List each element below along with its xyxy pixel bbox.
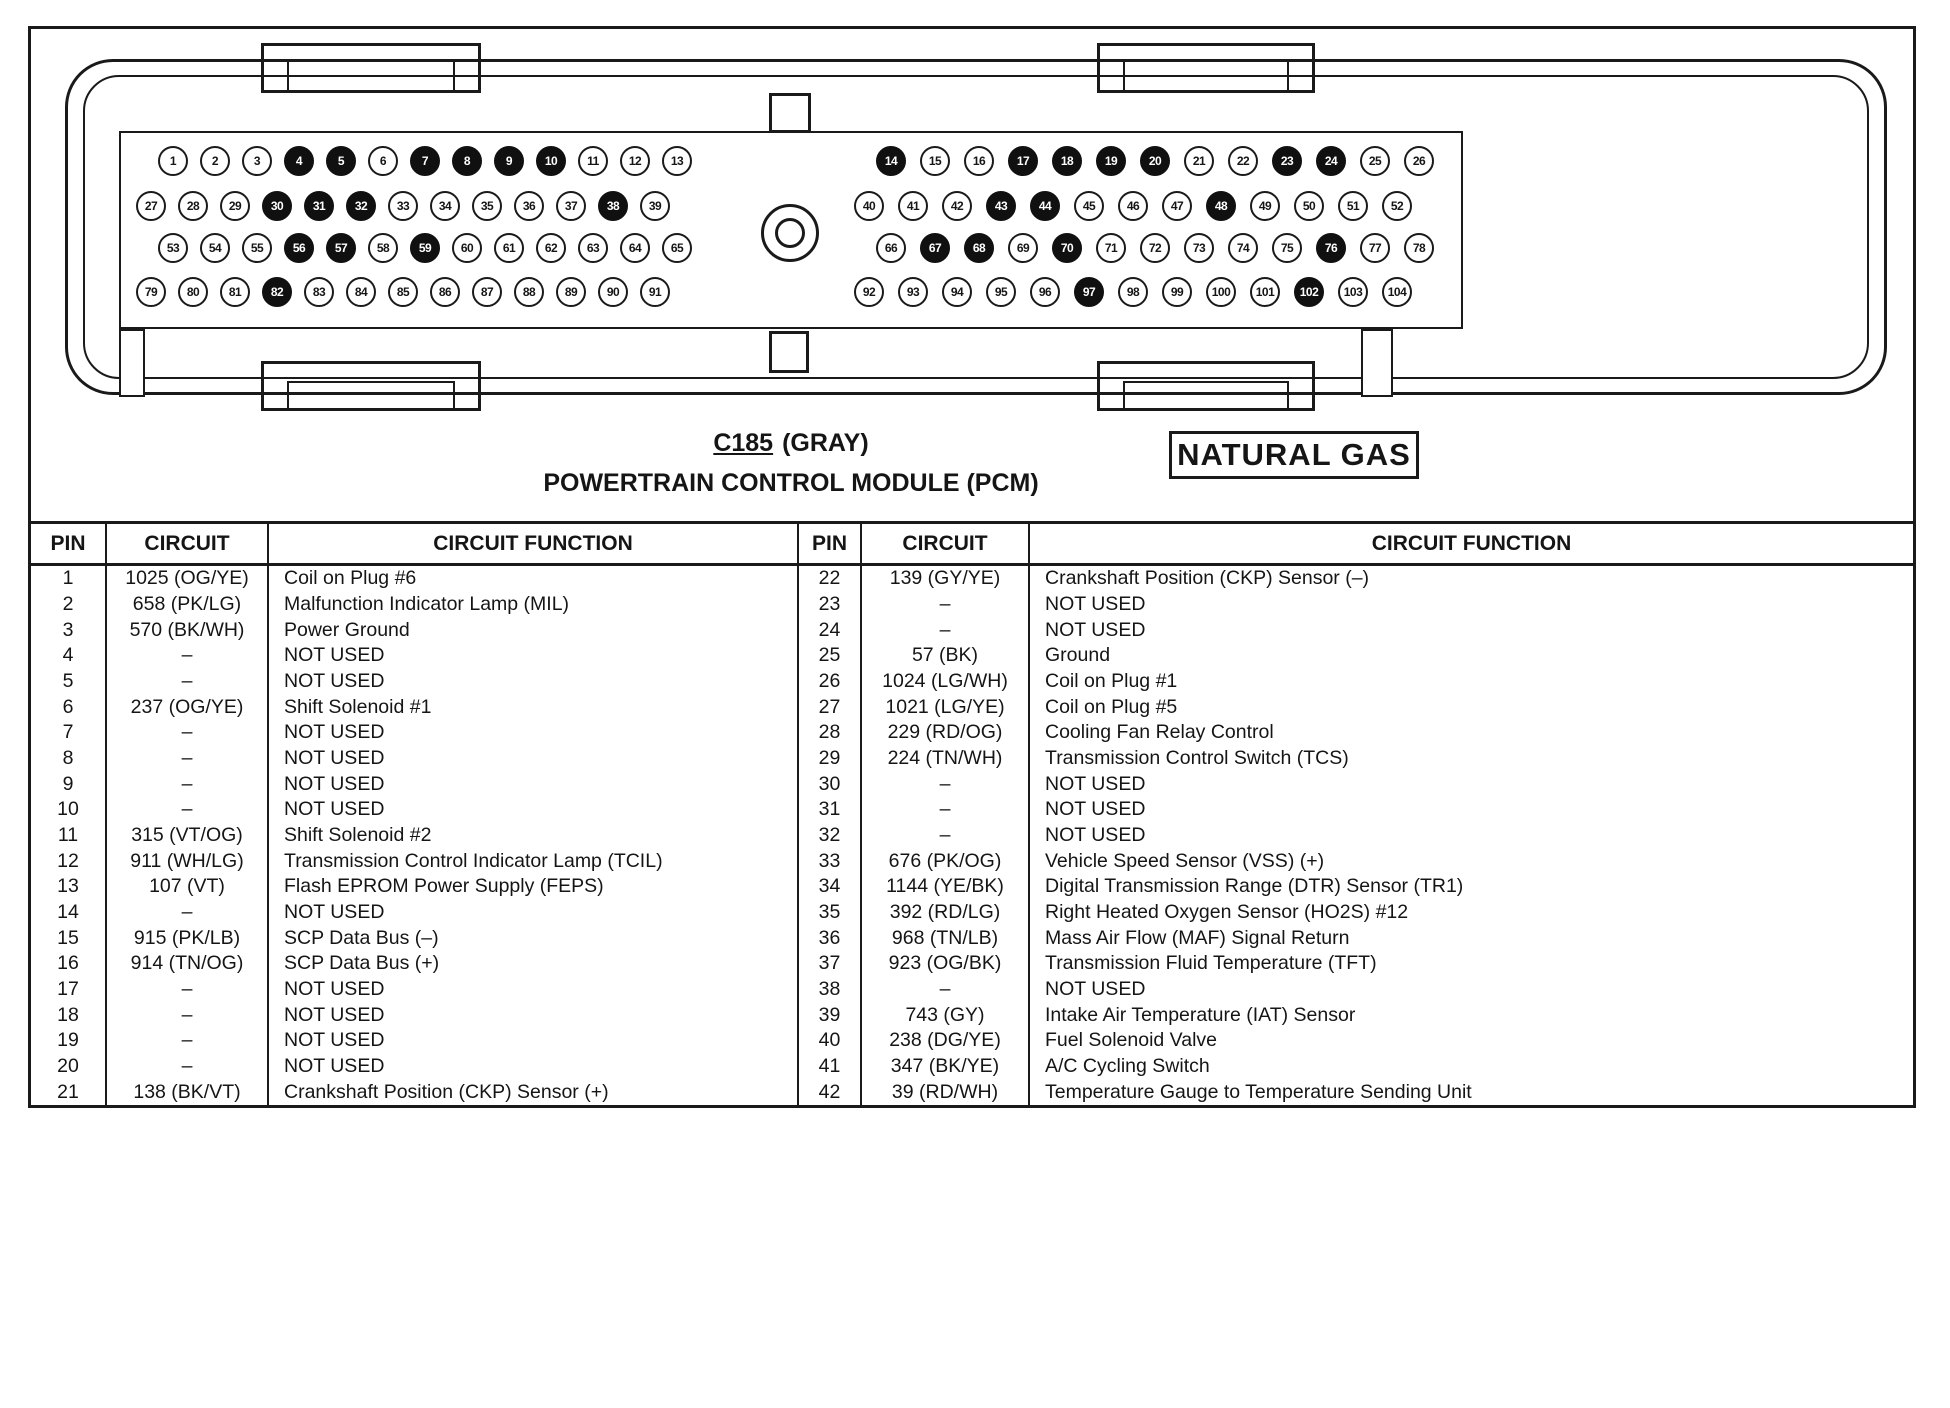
table-cell-pin: 26 — [799, 669, 862, 695]
pin-87: 87 — [472, 277, 502, 307]
pin-92: 92 — [854, 277, 884, 307]
pin-79: 79 — [136, 277, 166, 307]
pin-83: 83 — [304, 277, 334, 307]
pin-7: 7 — [410, 146, 440, 176]
pin-65: 65 — [662, 233, 692, 263]
table-cell-pin: 38 — [799, 977, 862, 1003]
table-cell-circuit: 238 (DG/YE) — [862, 1028, 1030, 1054]
table-cell-pin: 36 — [799, 925, 862, 951]
fuel-type-badge — [1169, 431, 1419, 479]
latch-left — [119, 329, 145, 397]
table-cell-circuit: – — [107, 1054, 269, 1080]
table-cell-pin: 27 — [799, 694, 862, 720]
pin-94: 94 — [942, 277, 972, 307]
pin-41: 41 — [898, 191, 928, 221]
pin-91: 91 — [640, 277, 670, 307]
pin-81: 81 — [220, 277, 250, 307]
pin-67: 67 — [920, 233, 950, 263]
pin-104: 104 — [1382, 277, 1412, 307]
table-cell-function: NOT USED — [269, 977, 799, 1003]
pin-76: 76 — [1316, 233, 1346, 263]
table-cell-circuit: 237 (OG/YE) — [107, 694, 269, 720]
connector-color-text: (GRAY) — [782, 429, 869, 457]
table-cell-circuit: – — [862, 797, 1030, 823]
pin-96: 96 — [1030, 277, 1060, 307]
pin-62: 62 — [536, 233, 566, 263]
pin-49: 49 — [1250, 191, 1280, 221]
table-cell-function: NOT USED — [1045, 798, 1146, 821]
pin-34: 34 — [430, 191, 460, 221]
pin-4: 4 — [284, 146, 314, 176]
table-cell-function: NOT USED — [269, 1028, 799, 1054]
pin-72: 72 — [1140, 233, 1170, 263]
table-cell-circuit: – — [107, 1002, 269, 1028]
mounting-tab-top-left-inner — [287, 59, 455, 93]
table-cell-circuit: 138 (BK/VT) — [107, 1079, 269, 1105]
table-cell-function: NOT USED — [269, 1002, 799, 1028]
pin-45: 45 — [1074, 191, 1104, 221]
table-cell-circuit: – — [107, 720, 269, 746]
pin-17: 17 — [1008, 146, 1038, 176]
table-cell-circuit: 392 (RD/LG) — [862, 900, 1030, 926]
table-cell-circuit: – — [862, 617, 1030, 643]
table-cell-function: Malfunction Indicator Lamp (MIL) — [269, 592, 799, 618]
pin-27: 27 — [136, 191, 166, 221]
table-cell-circuit: – — [107, 771, 269, 797]
table-cell-function: NOT USED — [269, 669, 799, 695]
table-cell-pin: 14 — [31, 900, 107, 926]
table-cell-pin: 40 — [799, 1028, 862, 1054]
table-cell-circuit: – — [107, 643, 269, 669]
mounting-tab-bottom-right-inner — [1123, 381, 1289, 411]
pin-57: 57 — [326, 233, 356, 263]
table-cell-function: NOT USED — [269, 1054, 799, 1080]
pin-5: 5 — [326, 146, 356, 176]
table-cell-pin: 32 — [799, 823, 862, 849]
pin-75: 75 — [1272, 233, 1302, 263]
alignment-notch-top — [769, 93, 811, 133]
table-cell-pin: 31 — [799, 797, 862, 823]
pin-73: 73 — [1184, 233, 1214, 263]
pin-66: 66 — [876, 233, 906, 263]
pin-1: 1 — [158, 146, 188, 176]
table-cell-function: Temperature Gauge to Temperature Sending Unit — [1045, 1080, 1472, 1103]
pin-43: 43 — [986, 191, 1016, 221]
table-cell-function: Coil on Plug #5 — [1045, 695, 1178, 718]
table-cell-pin: 19 — [31, 1028, 107, 1054]
table-cell-function: Shift Solenoid #2 — [269, 823, 799, 849]
pin-59: 59 — [410, 233, 440, 263]
table-cell-function: SCP Data Bus (–) — [269, 925, 799, 951]
table-cell-pin: 18 — [31, 1002, 107, 1028]
pin-16: 16 — [964, 146, 994, 176]
pin-52: 52 — [1382, 191, 1412, 221]
pin-25: 25 — [1360, 146, 1390, 176]
table-cell-circuit: 107 (VT) — [107, 874, 269, 900]
pin-53: 53 — [158, 233, 188, 263]
table-cell-function: Crankshaft Position (CKP) Sensor (–) — [1045, 567, 1370, 590]
pin-44: 44 — [1030, 191, 1060, 221]
table-cell-pin: 42 — [799, 1079, 862, 1105]
table-cell-circuit: 224 (TN/WH) — [862, 746, 1030, 772]
pin-8: 8 — [452, 146, 482, 176]
pin-47: 47 — [1162, 191, 1192, 221]
pin-88: 88 — [514, 277, 544, 307]
table-cell-circuit: – — [862, 823, 1030, 849]
pin-64: 64 — [620, 233, 650, 263]
pin-11: 11 — [578, 146, 608, 176]
table-cell-function: NOT USED — [269, 746, 799, 772]
table-cell-circuit: 1144 (YE/BK) — [862, 874, 1030, 900]
pin-10: 10 — [536, 146, 566, 176]
table-cell-pin: 2 — [31, 592, 107, 618]
pin-90: 90 — [598, 277, 628, 307]
table-cell-pin: 9 — [31, 771, 107, 797]
pin-85: 85 — [388, 277, 418, 307]
table-cell-circuit: 229 (RD/OG) — [862, 720, 1030, 746]
pin-9: 9 — [494, 146, 524, 176]
pin-58: 58 — [368, 233, 398, 263]
table-cell-pin: 41 — [799, 1054, 862, 1080]
table-cell-function: NOT USED — [1045, 592, 1146, 615]
table-cell-function: NOT USED — [1045, 618, 1146, 641]
pin-68: 68 — [964, 233, 994, 263]
mounting-tab-bottom-left-inner — [287, 381, 455, 411]
pin-32: 32 — [346, 191, 376, 221]
table-cell-circuit: 915 (PK/LB) — [107, 925, 269, 951]
pin-86: 86 — [430, 277, 460, 307]
table-cell-pin: 5 — [31, 669, 107, 695]
pin-84: 84 — [346, 277, 376, 307]
table-cell-pin: 39 — [799, 1002, 862, 1028]
pin-37: 37 — [556, 191, 586, 221]
pin-29: 29 — [220, 191, 250, 221]
pin-20: 20 — [1140, 146, 1170, 176]
latch-right — [1361, 329, 1393, 397]
table-cell-pin: 33 — [799, 848, 862, 874]
pin-30: 30 — [262, 191, 292, 221]
pinout-table — [31, 521, 1913, 1105]
document-frame — [28, 26, 1916, 1108]
table-cell-pin: 16 — [31, 951, 107, 977]
table-cell-pin: 6 — [31, 694, 107, 720]
pin-15: 15 — [920, 146, 950, 176]
table-cell-circuit: 570 (BK/WH) — [107, 617, 269, 643]
pin-102: 102 — [1294, 277, 1324, 307]
pin-50: 50 — [1294, 191, 1324, 221]
pin-6: 6 — [368, 146, 398, 176]
table-cell-pin: 35 — [799, 900, 862, 926]
table-header-function-right: CIRCUIT FUNCTION — [1030, 524, 1913, 566]
table-cell-pin: 28 — [799, 720, 862, 746]
table-cell-function: NOT USED — [269, 900, 799, 926]
table-cell-circuit: 743 (GY) — [862, 1002, 1030, 1028]
pin-14: 14 — [876, 146, 906, 176]
mounting-tab-top-right-inner — [1123, 59, 1289, 93]
table-cell-function: Ground — [1045, 644, 1111, 667]
table-cell-pin: 12 — [31, 848, 107, 874]
pin-95: 95 — [986, 277, 1016, 307]
table-cell-function: Digital Transmission Range (DTR) Sensor (TR1) — [1045, 875, 1464, 898]
table-cell-function: Crankshaft Position (CKP) Sensor (+) — [269, 1079, 799, 1105]
pin-80: 80 — [178, 277, 208, 307]
pin-24: 24 — [1316, 146, 1346, 176]
pin-42: 42 — [942, 191, 972, 221]
table-cell-function: Mass Air Flow (MAF) Signal Return — [1045, 926, 1350, 949]
pin-82: 82 — [262, 277, 292, 307]
table-cell-function: Power Ground — [269, 617, 799, 643]
connector-diagram — [31, 29, 1913, 521]
table-cell-circuit: – — [107, 746, 269, 772]
table-cell-circuit: 57 (BK) — [862, 643, 1030, 669]
table-cell-function: Fuel Solenoid Valve — [1045, 1029, 1217, 1052]
table-header-pin-left: PIN — [31, 524, 107, 566]
table-cell-circuit: 1021 (LG/YE) — [862, 694, 1030, 720]
table-cell-pin: 13 — [31, 874, 107, 900]
table-cell-circuit: – — [862, 592, 1030, 618]
table-cell-pin: 22 — [799, 566, 862, 592]
table-cell-function: Vehicle Speed Sensor (VSS) (+) — [1045, 849, 1325, 872]
pin-35: 35 — [472, 191, 502, 221]
table-cell-pin: 37 — [799, 951, 862, 977]
table-cell-function: Transmission Control Switch (TCS) — [1045, 746, 1349, 769]
table-cell-function: Cooling Fan Relay Control — [1045, 721, 1274, 744]
table-cell-pin: 20 — [31, 1054, 107, 1080]
pin-3: 3 — [242, 146, 272, 176]
table-cell-circuit: 1024 (LG/WH) — [862, 669, 1030, 695]
pin-63: 63 — [578, 233, 608, 263]
table-cell-function: NOT USED — [269, 771, 799, 797]
table-cell-circuit: 315 (VT/OG) — [107, 823, 269, 849]
pin-60: 60 — [452, 233, 482, 263]
pin-100: 100 — [1206, 277, 1236, 307]
pin-46: 46 — [1118, 191, 1148, 221]
pin-74: 74 — [1228, 233, 1258, 263]
table-cell-pin: 10 — [31, 797, 107, 823]
table-header-pin-right: PIN — [799, 524, 862, 566]
pin-55: 55 — [242, 233, 272, 263]
table-cell-circuit: 676 (PK/OG) — [862, 848, 1030, 874]
pin-22: 22 — [1228, 146, 1258, 176]
pin-97: 97 — [1074, 277, 1104, 307]
table-cell-circuit: 39 (RD/WH) — [862, 1079, 1030, 1105]
alignment-notch-bottom — [769, 331, 809, 373]
pin-78: 78 — [1404, 233, 1434, 263]
table-cell-function: NOT USED — [1045, 772, 1146, 795]
table-cell-function: Coil on Plug #1 — [1045, 669, 1178, 692]
table-cell-pin: 17 — [31, 977, 107, 1003]
table-cell-pin: 30 — [799, 771, 862, 797]
table-cell-circuit: – — [862, 771, 1030, 797]
table-cell-function: A/C Cycling Switch — [1045, 1054, 1210, 1077]
table-cell-pin: 8 — [31, 746, 107, 772]
table-cell-circuit: 347 (BK/YE) — [862, 1054, 1030, 1080]
pin-39: 39 — [640, 191, 670, 221]
table-cell-function: SCP Data Bus (+) — [269, 951, 799, 977]
table-cell-pin: 29 — [799, 746, 862, 772]
pin-2: 2 — [200, 146, 230, 176]
fuel-type-badge-text: NATURAL GAS — [1177, 437, 1411, 472]
table-header-function-left: CIRCUIT FUNCTION — [269, 524, 799, 566]
table-cell-pin: 1 — [31, 566, 107, 592]
pin-28: 28 — [178, 191, 208, 221]
pin-93: 93 — [898, 277, 928, 307]
pin-38: 38 — [598, 191, 628, 221]
table-cell-function: Right Heated Oxygen Sensor (HO2S) #12 — [1045, 900, 1409, 923]
pin-103: 103 — [1338, 277, 1368, 307]
pin-56: 56 — [284, 233, 314, 263]
table-cell-circuit: 1025 (OG/YE) — [107, 566, 269, 592]
connector-id-text: C185 — [713, 429, 774, 457]
pin-101: 101 — [1250, 277, 1280, 307]
table-cell-function: Coil on Plug #6 — [269, 566, 799, 592]
pin-31: 31 — [304, 191, 334, 221]
table-cell-function: Intake Air Temperature (IAT) Sensor — [1045, 1003, 1356, 1026]
table-cell-circuit: 658 (PK/LG) — [107, 592, 269, 618]
table-cell-pin: 25 — [799, 643, 862, 669]
table-cell-circuit: – — [107, 797, 269, 823]
pin-12: 12 — [620, 146, 650, 176]
pin-99: 99 — [1162, 277, 1192, 307]
pin-13: 13 — [662, 146, 692, 176]
table-cell-circuit: 139 (GY/YE) — [862, 566, 1030, 592]
pin-21: 21 — [1184, 146, 1214, 176]
module-name-label: POWERTRAIN CONTROL MODULE (PCM) — [543, 469, 1039, 497]
table-cell-circuit: 968 (TN/LB) — [862, 925, 1030, 951]
pin-69: 69 — [1008, 233, 1038, 263]
pin-71: 71 — [1096, 233, 1126, 263]
pin-48: 48 — [1206, 191, 1236, 221]
table-cell-circuit: 914 (TN/OG) — [107, 951, 269, 977]
table-cell-function: NOT USED — [269, 643, 799, 669]
table-cell-circuit: – — [107, 669, 269, 695]
table-header-circuit-left: CIRCUIT — [107, 524, 269, 566]
table-cell-pin: 7 — [31, 720, 107, 746]
table-cell-pin: 23 — [799, 592, 862, 618]
table-cell-pin: 15 — [31, 925, 107, 951]
table-cell-pin: 11 — [31, 823, 107, 849]
pin-77: 77 — [1360, 233, 1390, 263]
pin-51: 51 — [1338, 191, 1368, 221]
pin-26: 26 — [1404, 146, 1434, 176]
pin-61: 61 — [494, 233, 524, 263]
table-cell-circuit: – — [107, 1028, 269, 1054]
table-cell-circuit: – — [862, 977, 1030, 1003]
pin-70: 70 — [1052, 233, 1082, 263]
table-cell-function: Transmission Fluid Temperature (TFT) — [1045, 952, 1377, 975]
pin-40: 40 — [854, 191, 884, 221]
pin-89: 89 — [556, 277, 586, 307]
table-cell-function: Transmission Control Indicator Lamp (TCIL) — [269, 848, 799, 874]
table-cell-function: NOT USED — [269, 797, 799, 823]
table-header-circuit-right: CIRCUIT — [862, 524, 1030, 566]
table-cell-function: NOT USED — [1045, 823, 1146, 846]
table-cell-function: Flash EPROM Power Supply (FEPS) — [269, 874, 799, 900]
table-cell-pin: 21 — [31, 1079, 107, 1105]
pin-36: 36 — [514, 191, 544, 221]
pin-23: 23 — [1272, 146, 1302, 176]
pin-19: 19 — [1096, 146, 1126, 176]
pin-54: 54 — [200, 233, 230, 263]
table-cell-pin: 4 — [31, 643, 107, 669]
table-cell-circuit: 923 (OG/BK) — [862, 951, 1030, 977]
table-cell-function: Shift Solenoid #1 — [269, 694, 799, 720]
table-cell-circuit: – — [107, 900, 269, 926]
table-cell-function: NOT USED — [269, 720, 799, 746]
table-cell-circuit: – — [107, 977, 269, 1003]
table-cell-circuit: 911 (WH/LG) — [107, 848, 269, 874]
pin-98: 98 — [1118, 277, 1148, 307]
table-cell-pin: 3 — [31, 617, 107, 643]
table-cell-pin: 34 — [799, 874, 862, 900]
pin-18: 18 — [1052, 146, 1082, 176]
pin-33: 33 — [388, 191, 418, 221]
table-cell-pin: 24 — [799, 617, 862, 643]
table-cell-function: NOT USED — [1045, 977, 1146, 1000]
